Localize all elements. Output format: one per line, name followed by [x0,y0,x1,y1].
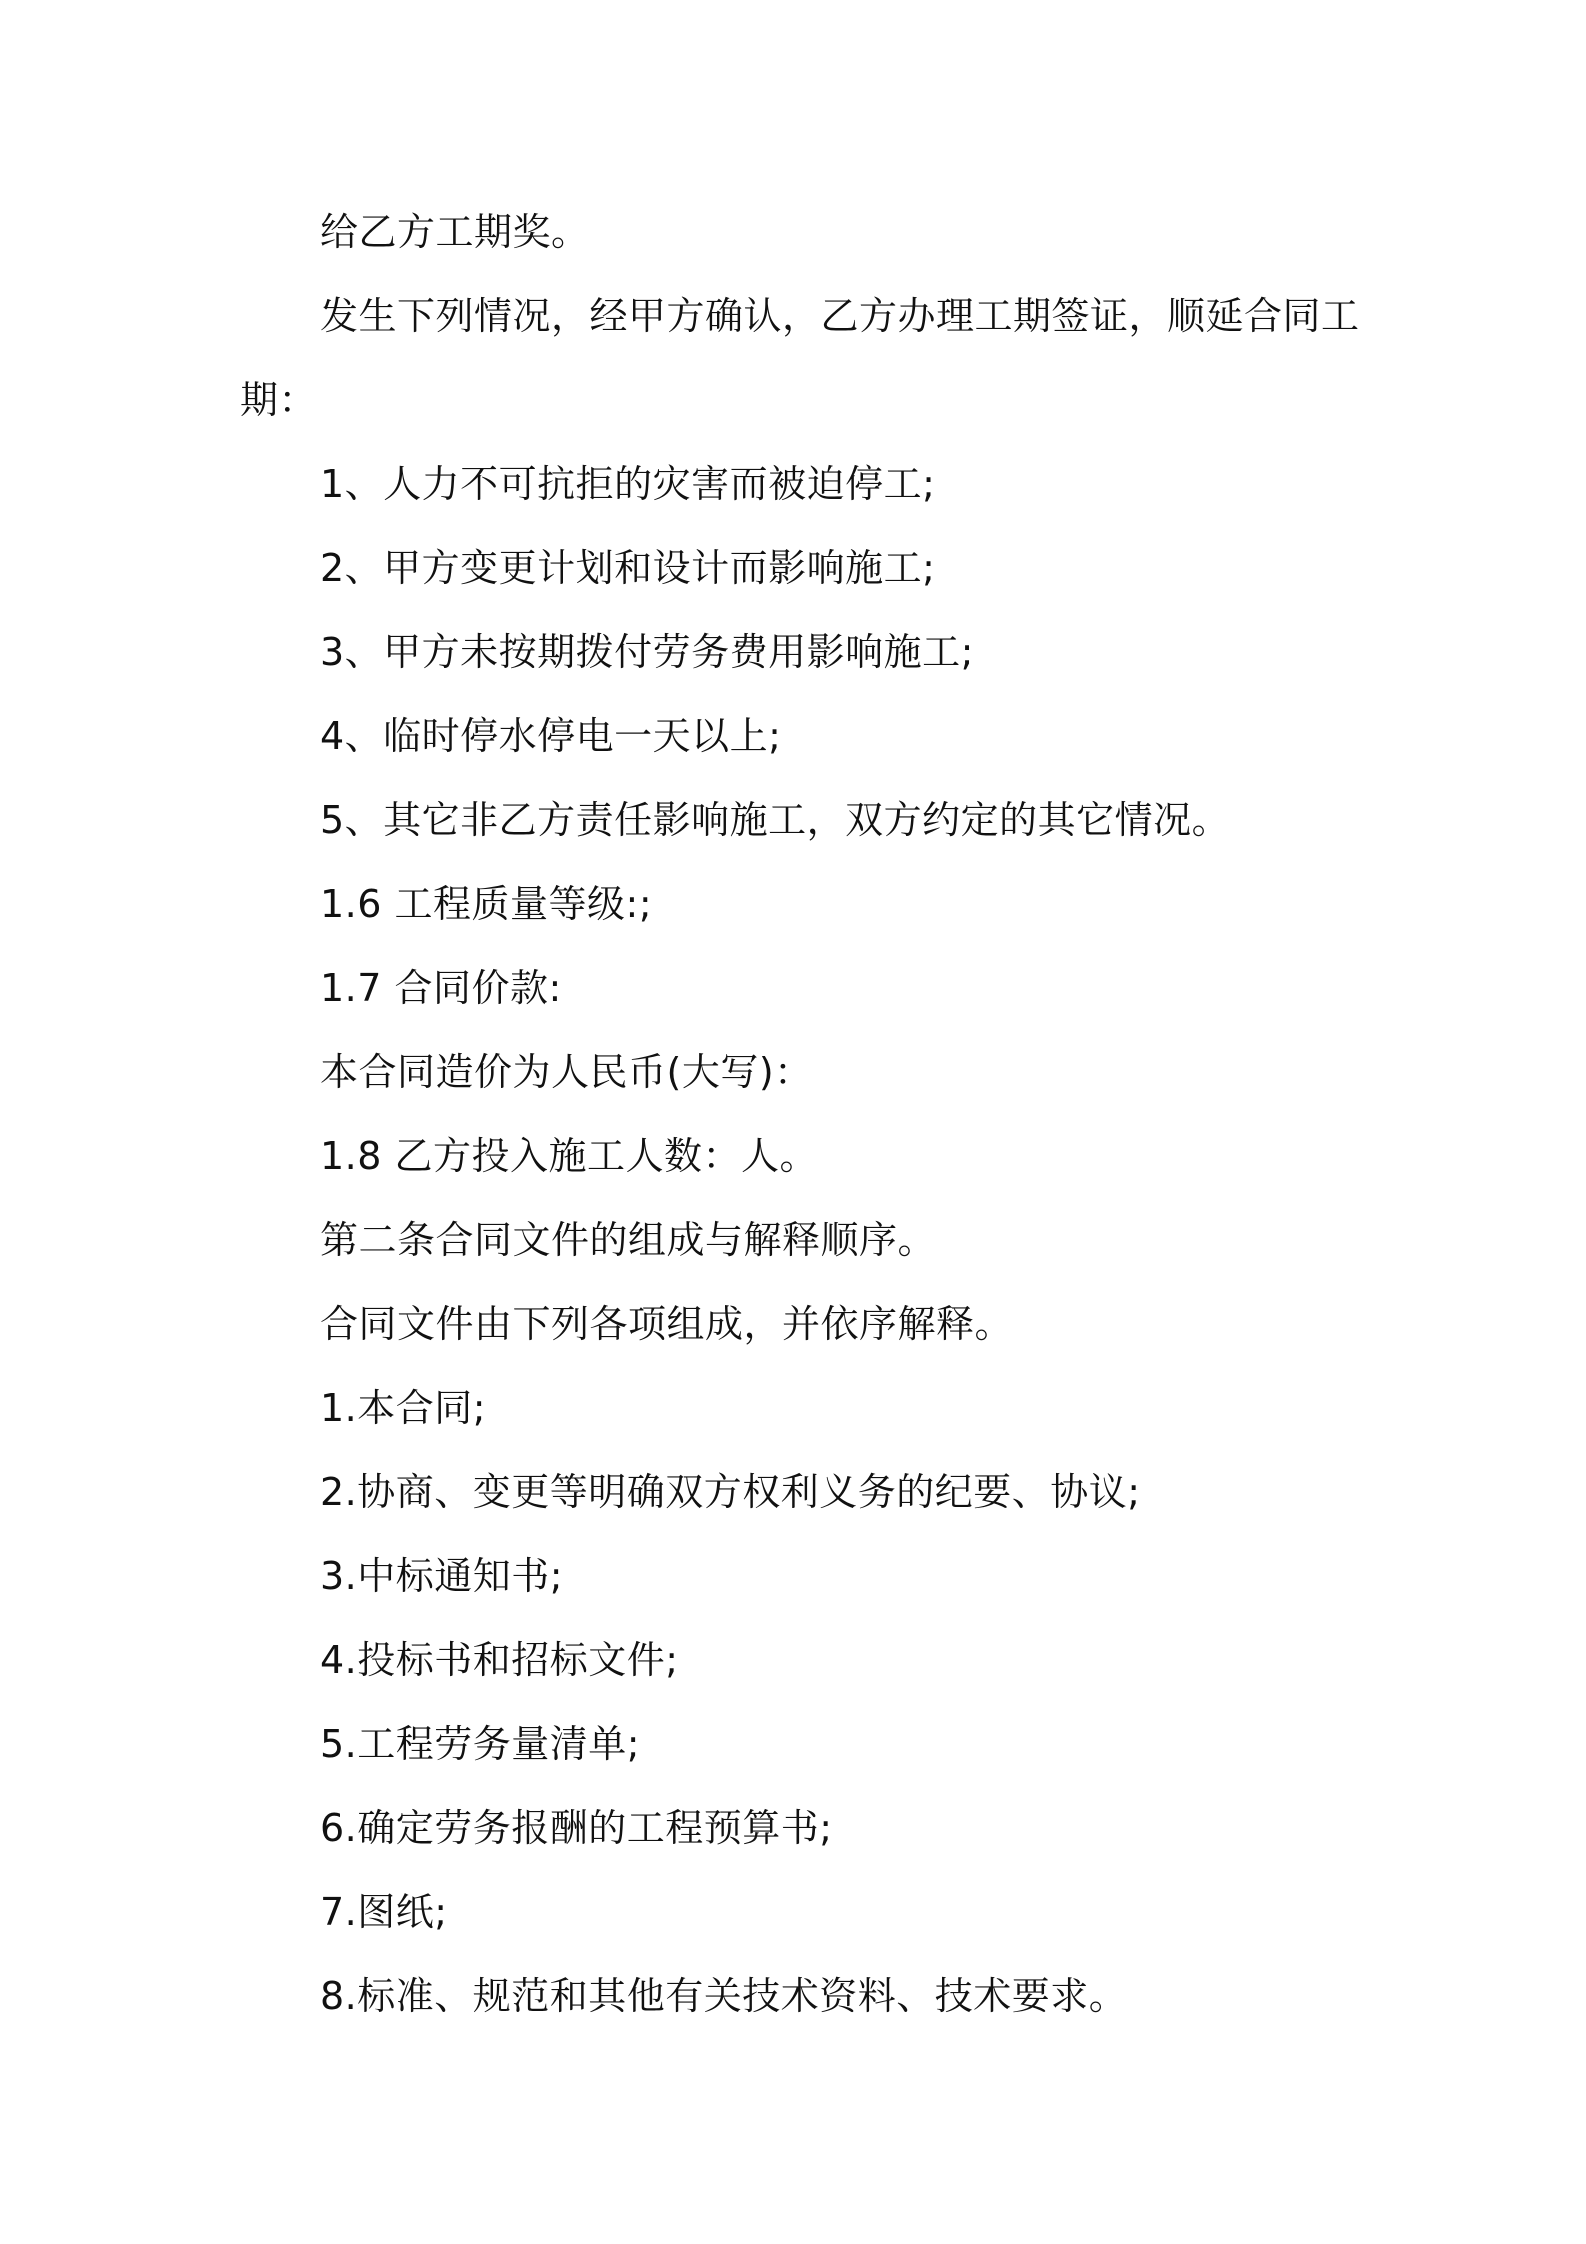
clause-line: 1.6 工程质量等级:; [320,882,653,926]
paragraph: 本合同造价为人民币(大写)： [320,1050,813,1094]
list-item: 3.中标通知书; [320,1554,564,1598]
list-item: 6.确定劳务报酬的工程预算书; [320,1806,833,1850]
list-item: 8.标准、规范和其他有关技术资料、技术要求。 [320,1974,1128,2018]
list-item: 3、甲方未按期拨付劳务费用影响施工; [320,630,974,674]
paragraph: 给乙方工期奖。 [320,210,590,254]
list-item: 4.投标书和招标文件; [320,1638,679,1682]
list-item: 1.本合同; [320,1386,487,1430]
list-item: 1、人力不可抗拒的灾害而被迫停工; [320,462,936,506]
list-item: 5.工程劳务量清单; [320,1722,641,1766]
list-item: 2.协商、变更等明确双方权利义务的纪要、协议; [320,1470,1141,1514]
document-body [240,190,1360,2038]
list-item: 2、甲方变更计划和设计而影响施工; [320,546,936,590]
paragraph: 发生下列情况，经甲方确认，乙方办理工期签证，顺延合同工期： [240,294,1360,422]
list-item: 5、其它非乙方责任影响施工，双方约定的其它情况。 [320,798,1231,842]
section-heading: 第二条合同文件的组成与解释顺序。 [320,1218,937,1262]
clause-line: 1.7 合同价款: [320,966,562,1010]
paragraph: 合同文件由下列各项组成，并依序解释。 [320,1302,1014,1346]
list-item: 4、临时停水停电一天以上; [320,714,782,758]
clause-line: 1.8 乙方投入施工人数：人。 [320,1134,819,1178]
list-item: 7.图纸; [320,1890,448,1934]
